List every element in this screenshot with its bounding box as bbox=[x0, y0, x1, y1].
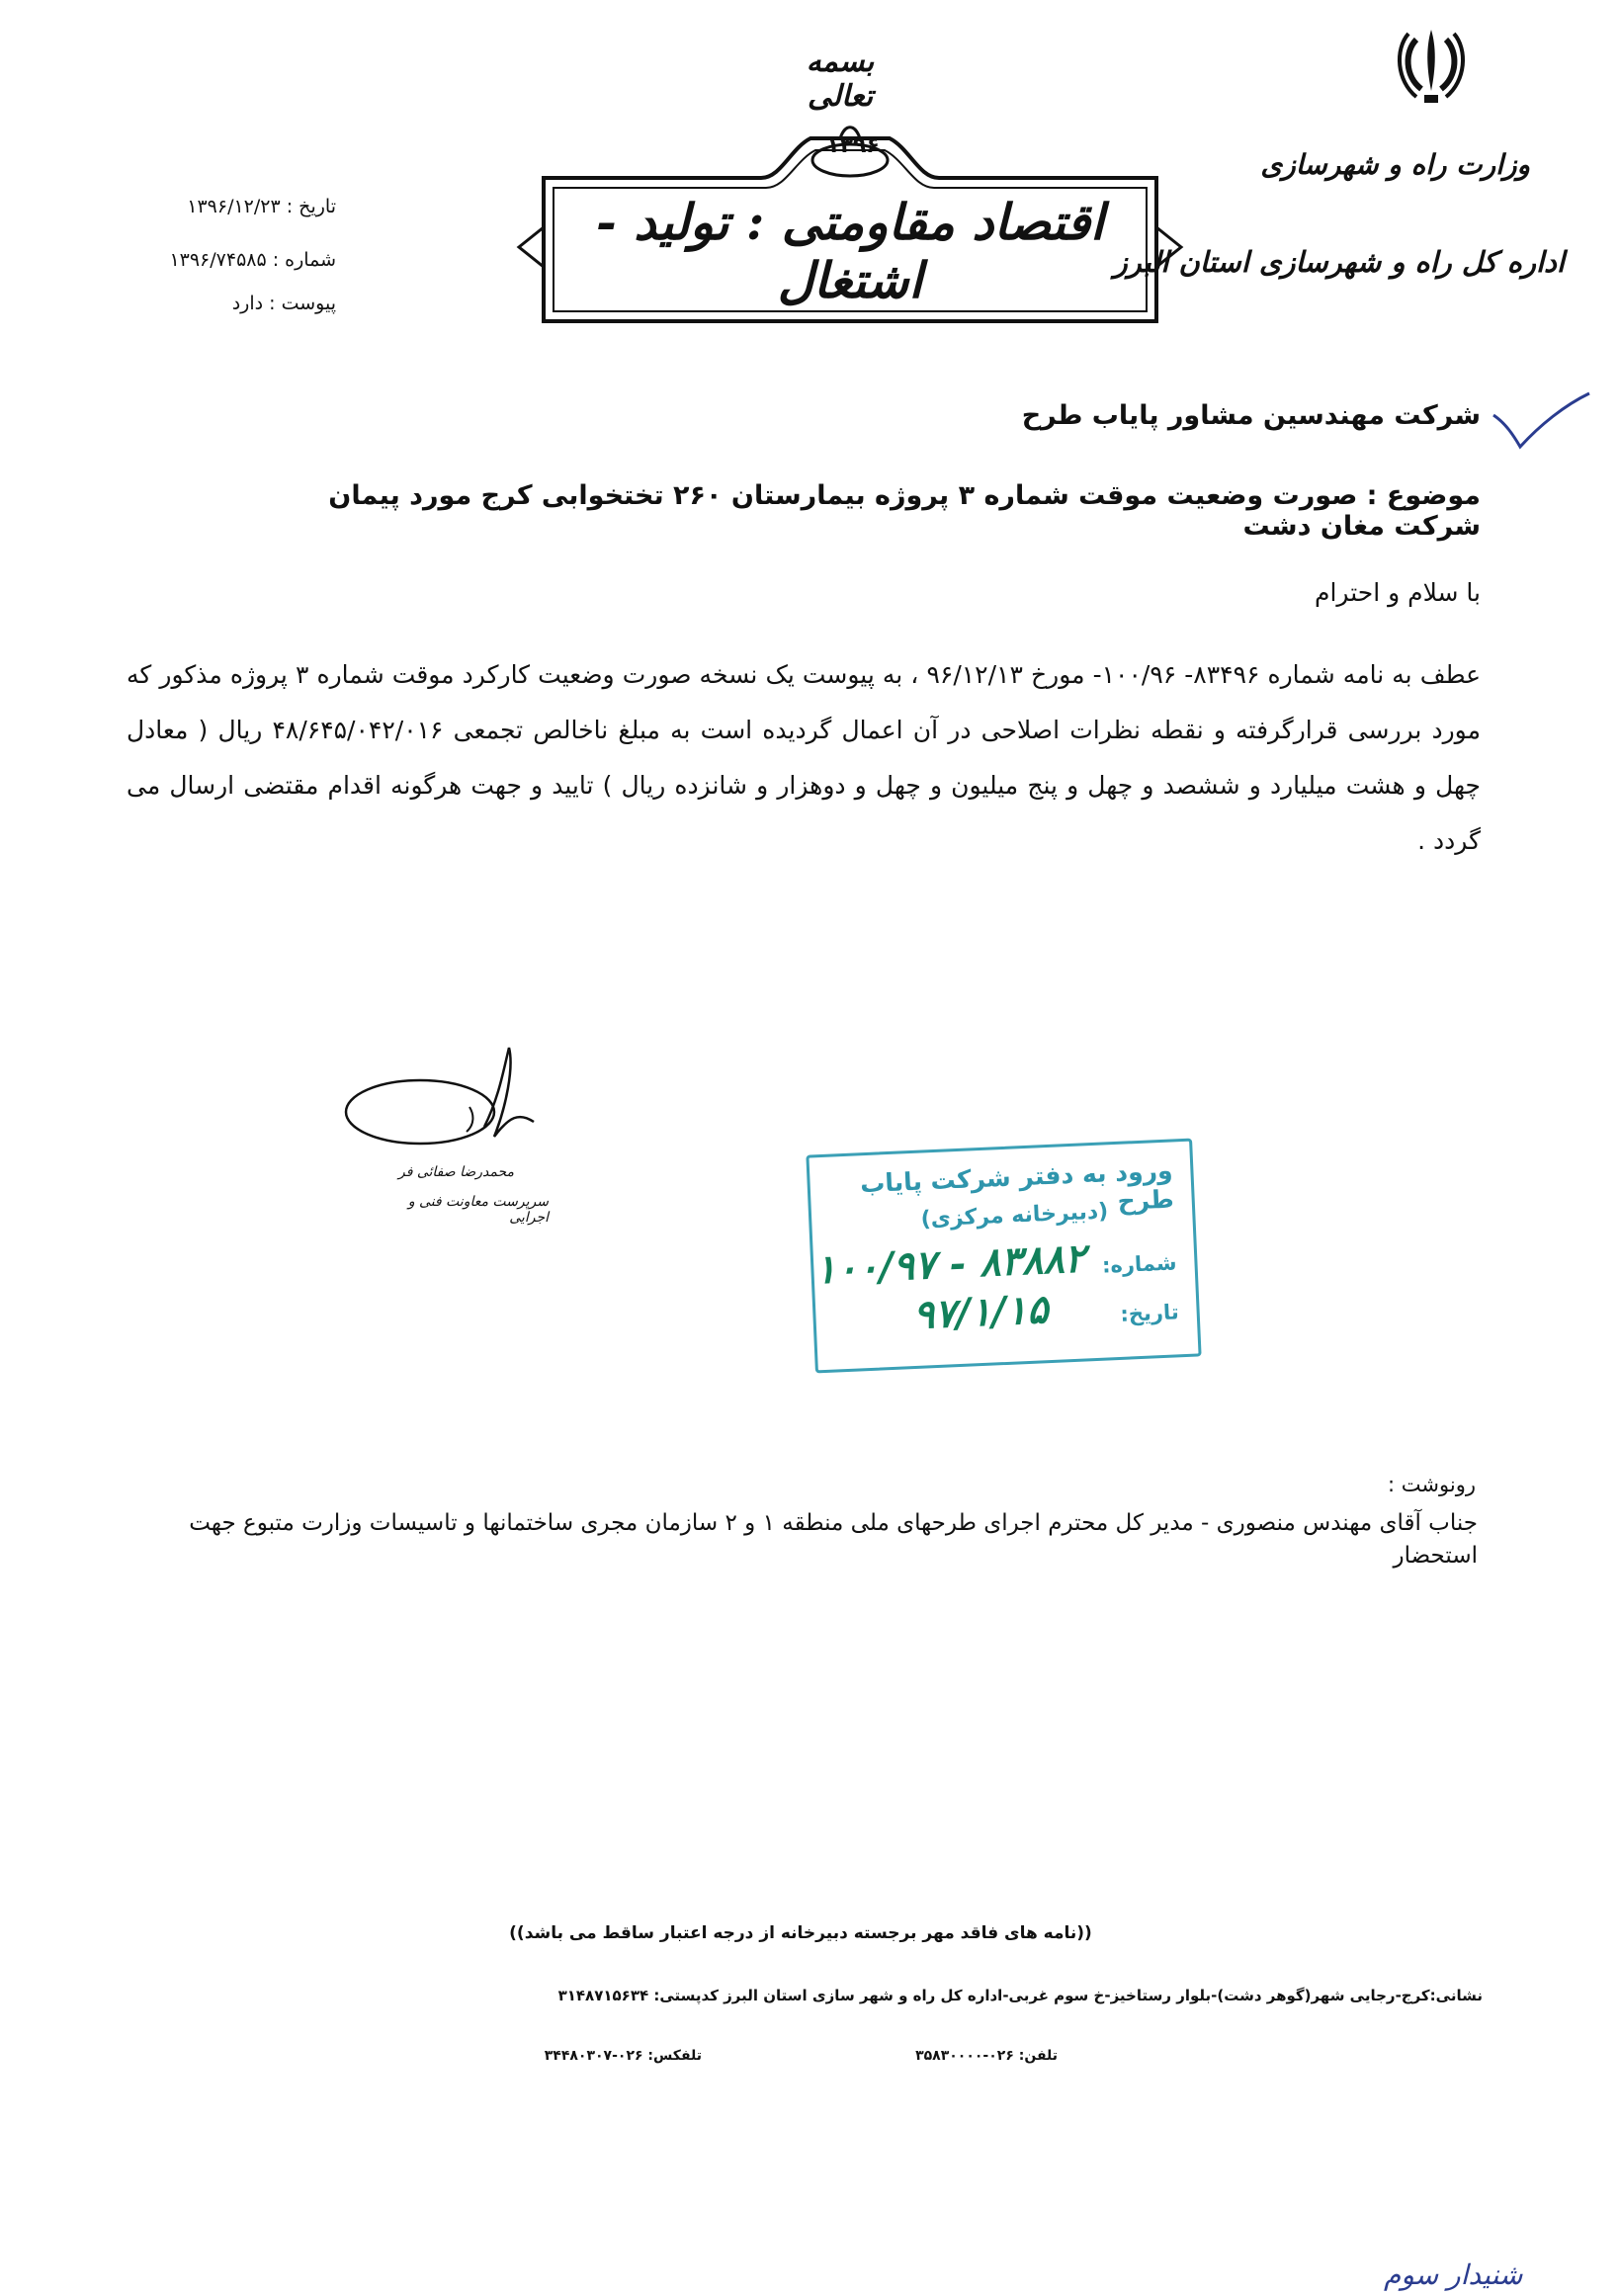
addressee: شرکت مهندسین مشاور پایاب طرح bbox=[1021, 400, 1481, 431]
stamp-date-value: ۹۷/۱/۱۵ bbox=[911, 1286, 1050, 1339]
footer-fax: تلفکس: ۰۲۶-۳۴۴۸۰۳۰۷ bbox=[544, 2048, 702, 2064]
iran-emblem-icon bbox=[1387, 22, 1476, 111]
signer-title: سرپرست معاونت فنی و اجرایی bbox=[407, 1194, 549, 1226]
signer-name: محمدرضا صفائی فر bbox=[397, 1164, 514, 1180]
motto-year-badge: ۱۳۹۶ bbox=[826, 133, 880, 158]
department-name: اداره کل راه و شهرسازی استان البرز bbox=[1113, 245, 1565, 279]
greeting: با سلام و احترام bbox=[1315, 578, 1481, 607]
secretariat-stamp bbox=[806, 1139, 1201, 1374]
stamp-subtitle: (دبیرخانه مرکزی) bbox=[920, 1199, 1109, 1233]
stamp-number-value: ۱۰۰/۹۷ - ۸۳۸۸۲ bbox=[813, 1234, 1087, 1294]
stamp-date-label: تاریخ: bbox=[1119, 1300, 1180, 1326]
letter-attachment: پیوست : دارد bbox=[231, 293, 336, 314]
motto-text: اقتصاد مقاومتی : تولید - اشتغال bbox=[596, 193, 1104, 309]
letter-body: عطف به نامه شماره ۸۳۴۹۶- ۱۰۰/۹۶- مورخ ۹۶/۱۲/۱۳ ، به پیوست یک نسخه صورت وضعیت کارکرد موقت شماره ۳ پروژه مذکور که مورد بررسی قرارگرفته و نقطه نظرات اصلاحی در آن اعمال گردیده است به مبلغ ناخالص تجمعی ۴۸/۶۴۵/۰۴۲/۰۱۶ ریال ( معادل چهل و هشت میلیارد و ششصد و چهل و پنج میلیون و چهل و دوهزار و شانزده ریال ) تایید و جهت هرگونه اقدام مقتضی ارسال می گردد . bbox=[127, 660, 1481, 855]
checkmark-icon bbox=[1486, 385, 1594, 455]
bismillah: بسمه تعالی bbox=[806, 44, 875, 114]
ministry-name: وزارت راه و شهرسازی bbox=[1260, 148, 1530, 181]
copies-text: جناب آقای مهندس منصوری - مدیر کل محترم اجرای طرحهای ملی منطقه ۱ و ۲ سازمان مجری ساختمانها و تاسیسات وزارت متبوع جهت استحضار bbox=[189, 1510, 1478, 1569]
footer-address: نشانی:کرج-رجایی شهر(گوهر دشت)-بلوار رستاخیز-خ سوم غربی-اداره کل راه و شهر سازی استان البرز کدپستی: ۳۱۴۸۷۱۵۶۳۴ bbox=[557, 1987, 1483, 2004]
footer-note: ((نامه های فاقد مهر برجسته دبیرخانه از درجه اعتبار ساقط می باشد)) bbox=[509, 1923, 1092, 1943]
letter-subject: موضوع : صورت وضعیت موقت شماره ۳ پروژه بیمارستان ۲۶۰ تختخوابی کرج مورد پیمان شرکت مغان دشت bbox=[328, 480, 1481, 542]
handwritten-note: شنیدار سوم bbox=[1384, 2258, 1523, 2291]
stamp-title: ورود به دفتر شرکت پایاب طرح bbox=[859, 1155, 1175, 1216]
letter-date: تاریخ : ۱۳۹۶/۱۲/۲۳ bbox=[187, 196, 336, 217]
letter-number: شماره : ۱۳۹۶/۷۴۵۸۵ bbox=[169, 249, 336, 271]
signature-icon bbox=[336, 1038, 573, 1206]
footer-phone: تلفن: ۰۲۶-۳۵۸۳۰۰۰۰ bbox=[915, 2048, 1058, 2064]
copies-label: رونوشت : bbox=[1388, 1473, 1476, 1496]
stamp-number-label: شماره: bbox=[1101, 1250, 1177, 1278]
